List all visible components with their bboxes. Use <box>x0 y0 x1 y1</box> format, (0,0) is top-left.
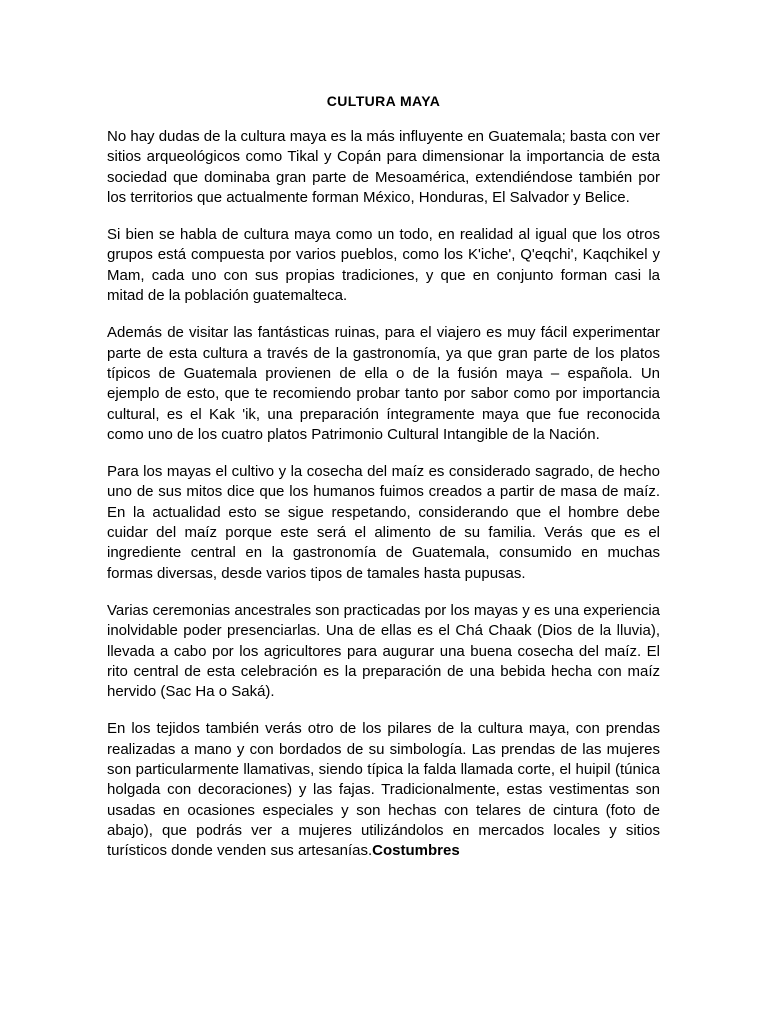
section-heading-costumbres: Costumbres <box>372 842 460 860</box>
paragraph-gastronomy: Además de visitar las fantásticas ruinas, para el viajero es muy fácil experimentar parte de esta cultura a través de la gastronomía, ya que gran parte de los platos típicos de Guatemala provienen de ella o de la fusión maya – española. Un ejemplo de esto, que te recomiendo probar tanto por sabor como por importancia cultural, es el Kak 'ik, una preparación íntegramente maya que fue reconocida como uno de los cuatro platos Patrimonio Cultural Intangible de la Nación. <box>107 324 660 443</box>
paragraph-peoples: Si bien se habla de cultura maya como un todo, en realidad al igual que los otros grupos está compuesta por varios pueblos, como los K'iche', Q'eqchi', Kaqchikel y Mam, cada uno con sus propias tradiciones, y que en conjunto forman casi la mitad de la población guatemalteca. <box>107 226 660 305</box>
paragraph-textiles-text: En los tejidos también verás otro de los pilares de la cultura maya, con prendas realizadas a mano y con bordados de su simbología. Las prendas de las mujeres son particularmente llamativas, siendo típica la falda llamada corte, el huipil (túnica holgada con decoraciones) y las fajas. Tradicionalmente, estas vestimentas son usadas en ocasiones especiales y son hechas con telares de cintura (foto de abajo), que podrás ver a mujeres utilizándolos en mercados locales y sitios turísticos donde venden sus artesanías. <box>107 720 660 860</box>
paragraph-maize: Para los mayas el cultivo y la cosecha del maíz es considerado sagrado, de hecho uno de sus mitos dice que los humanos fuimos creados a partir de masa de maíz. En la actualidad esto se sigue respetando, considerando que el hombre debe cuidar del maíz porque este será el alimento de su familia. Verás que es el ingrediente central en la gastronomía de Guatemala, consumido en muchas formas diversas, desde varios tipos de tamales hasta pupusas. <box>107 463 660 582</box>
document-title: CULTURA MAYA <box>326 93 441 109</box>
paragraph-intro: No hay dudas de la cultura maya es la más influyente en Guatemala; basta con ver sitios arqueológicos como Tikal y Copán para dimensionar la importancia de esta sociedad que dominaba gran parte de Mesoamérica, extendiéndose también por los territorios que actualmente forman México, Honduras, El Salvador y Belice. <box>107 128 660 206</box>
paragraph-textiles <box>107 719 660 861</box>
paragraph-ceremonies: Varias ceremonias ancestrales son practicadas por los mayas y es una experiencia inolvidable poder presenciarlas. Una de ellas es el Chá Chaak (Dios de la lluvia), llevada a cabo por los agricultores para augurar una buena cosecha del maíz. El rito central de esta celebración es la preparación de una bebida hecha con maíz hervido (Sac Ha o Saká). <box>107 601 660 701</box>
document-page <box>107 92 660 879</box>
